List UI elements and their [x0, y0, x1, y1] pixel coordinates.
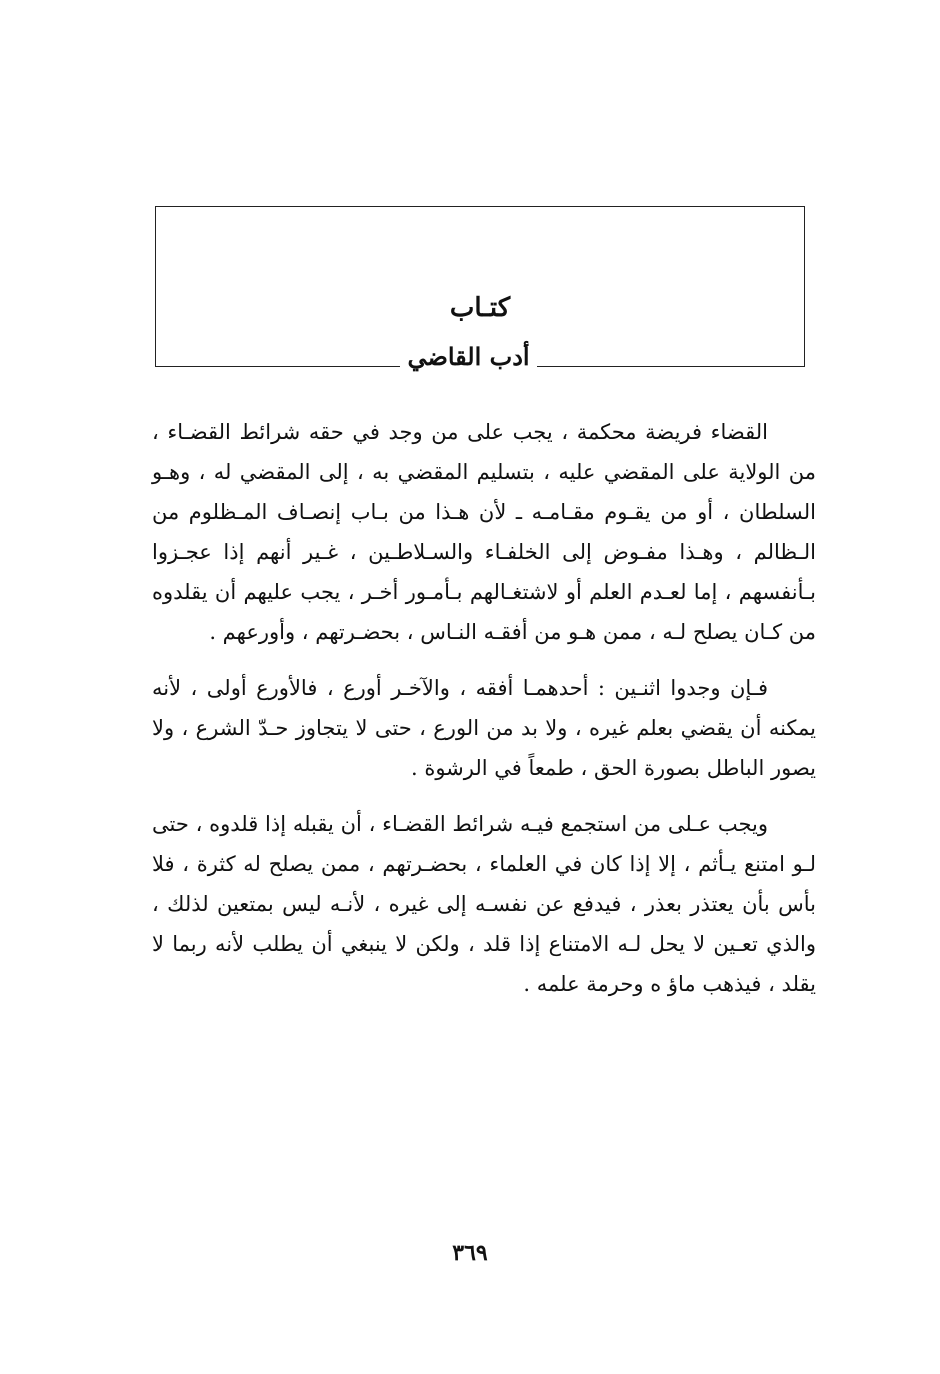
paragraph-2: فـإن وجدوا اثنـين : أحدهمـا أفقه ، والآخـر أورع ، فالأورع أولى ، لأنه يمكنه أن يقضي بعلم غيره ، ولا بد من الورع ، حتى لا يتجاوز حـدّ الشرع ، ولا يصور الباطل بصورة الحق ، طمعاً في الرشوة .: [152, 676, 816, 780]
heading-rule-right: [537, 366, 805, 367]
chapter-subtitle-row: [155, 333, 805, 371]
paragraph-3: ويجب عـلى من استجمع فيـه شرائط القضـاء ، أن يقبله إذا قلدوه ، حتى لـو امتنع يـأثم ، إلا إذا كان في العلماء ، بحضـرتهم ، ممن يصلح له كثرة ، فلا بأس بأن يعتذر بعذر ، فيدفع عن نفسـه إلى غيره ، لأنـه ليس بمتعين لذلك ، والذي تعـين لا يحل لـه الامتناع إذا قلد ، ولكن لا ينبغي أن يطلب لأنه ربما لا يقلد ، فيذهب ماؤ ه وحرمة علمه .: [152, 812, 816, 996]
heading-rule-left: [155, 366, 400, 367]
chapter-heading-box: [155, 206, 805, 371]
chapter-title: كتـاب: [449, 293, 511, 323]
page-number: ٣٦٩: [452, 1240, 488, 1266]
chapter-subtitle: أدب القاضي: [407, 342, 530, 371]
body-text: [152, 412, 816, 1020]
paragraph-1: القضاء فريضة محكمة ، يجب على من وجد في حقه شرائط القضـاء ، من الولاية على المقضي عليه ، بتسليم المقضي به ، إلى المقضي له ، وهـو السلطان ، أو من يقـوم مقـامـه ـ لأن هـذا من بـاب إنصـاف المـظلوم من الـظالم ، وهـذا مفـوض إلى الخلفـاء والسـلاطـين ، غـير أنهم إذا عجـزوا بـأنفسهم ، إما لعـدم العلم أو لاشتغـالهم بـأمـور أخـر ، يجب عليهم أن يقلدوه من كـان يصلح لـه ، ممن هـو من أفقـه النـاس ، بحضـرتهم ، وأورعهم .: [152, 420, 816, 644]
